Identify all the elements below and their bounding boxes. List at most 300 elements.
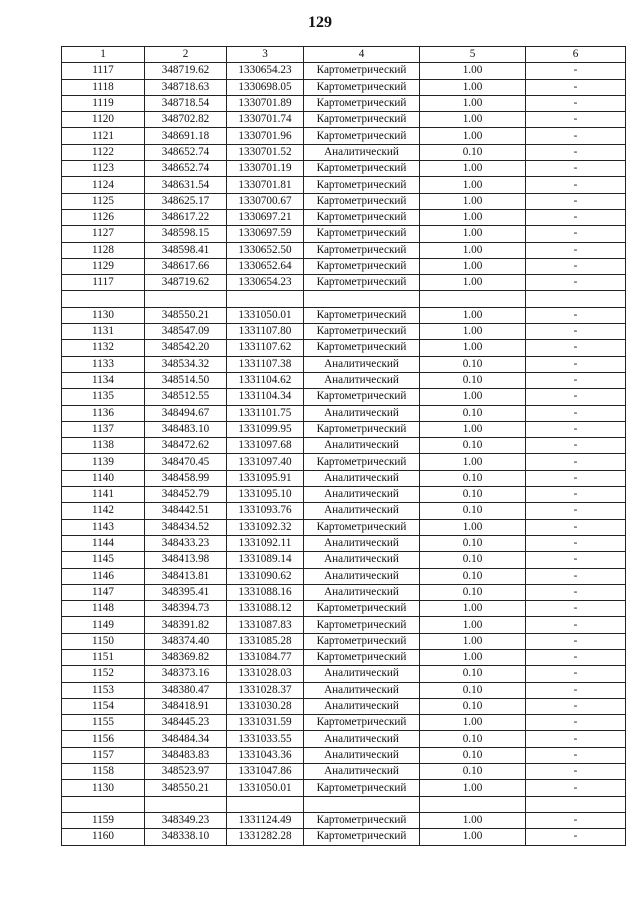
table-cell: Аналитический	[304, 144, 420, 160]
table-cell: Картометрический	[304, 601, 420, 617]
table-cell: 1130	[62, 780, 145, 796]
table-cell: 1.00	[420, 454, 526, 470]
table-cell: 0.10	[420, 666, 526, 682]
table-cell: 348512.55	[145, 389, 227, 405]
table-cell: Картометрический	[304, 79, 420, 95]
table-cell: 1331084.77	[227, 649, 304, 665]
table-cell: Аналитический	[304, 568, 420, 584]
table-cell: -	[526, 633, 626, 649]
table-cell: Картометрический	[304, 193, 420, 209]
table-row	[62, 731, 626, 747]
table-cell: 348550.21	[145, 307, 227, 323]
table-cell: 1330697.21	[227, 209, 304, 225]
page-number: 129	[308, 14, 332, 31]
coordinates-table	[61, 46, 626, 846]
table-row	[62, 454, 626, 470]
table-cell: 1128	[62, 242, 145, 258]
table-row	[62, 470, 626, 486]
table-cell: Картометрический	[304, 454, 420, 470]
table-cell: 1331089.14	[227, 552, 304, 568]
table-cell: 1330701.96	[227, 128, 304, 144]
table-cell: 1143	[62, 519, 145, 535]
table-row	[62, 95, 626, 111]
table-cell: 1330652.50	[227, 242, 304, 258]
table-cell	[145, 291, 227, 307]
table-cell: 348542.20	[145, 340, 227, 356]
table-row	[62, 177, 626, 193]
table-row	[62, 764, 626, 780]
table-cell	[420, 291, 526, 307]
table-cell: Картометрический	[304, 389, 420, 405]
table-cell: Аналитический	[304, 747, 420, 763]
table-cell: 1331085.28	[227, 633, 304, 649]
table-cell: 1331101.75	[227, 405, 304, 421]
table-cell: -	[526, 258, 626, 274]
table-cell: 348598.41	[145, 242, 227, 258]
header-cell: 5	[420, 47, 526, 63]
table-cell: 1331107.38	[227, 356, 304, 372]
table-cell: 0.10	[420, 487, 526, 503]
table-cell: -	[526, 812, 626, 828]
table-cell: Аналитический	[304, 487, 420, 503]
table-row	[62, 698, 626, 714]
table-cell: 348652.74	[145, 161, 227, 177]
table-cell: Картометрический	[304, 421, 420, 437]
table-cell: 1331093.76	[227, 503, 304, 519]
table-cell: 1125	[62, 193, 145, 209]
table-cell: 1.00	[420, 95, 526, 111]
table-cell: 1155	[62, 715, 145, 731]
table-cell: -	[526, 340, 626, 356]
header-cell: 2	[145, 47, 227, 63]
table-cell: 1331030.28	[227, 698, 304, 714]
table-cell: -	[526, 535, 626, 551]
table-cell: Аналитический	[304, 764, 420, 780]
table-cell: Картометрический	[304, 633, 420, 649]
table-row	[62, 601, 626, 617]
table-cell: 348691.18	[145, 128, 227, 144]
table-cell: 1142	[62, 503, 145, 519]
header-cell: 4	[304, 47, 420, 63]
table-row	[62, 405, 626, 421]
table-cell: -	[526, 470, 626, 486]
table-row	[62, 307, 626, 323]
table-cell: 1136	[62, 405, 145, 421]
table-row	[62, 242, 626, 258]
table-cell: 1120	[62, 112, 145, 128]
table-cell: -	[526, 731, 626, 747]
table-cell: 1119	[62, 95, 145, 111]
table-cell: -	[526, 487, 626, 503]
table-cell: 0.10	[420, 764, 526, 780]
table-cell: 1158	[62, 764, 145, 780]
table-cell: 348470.45	[145, 454, 227, 470]
table-row	[62, 193, 626, 209]
table-cell: Аналитический	[304, 535, 420, 551]
table-cell: 1148	[62, 601, 145, 617]
table-cell: -	[526, 324, 626, 340]
table-cell: 348458.99	[145, 470, 227, 486]
table-cell: 1331095.91	[227, 470, 304, 486]
table-cell: -	[526, 177, 626, 193]
table-row	[62, 487, 626, 503]
table-row	[62, 144, 626, 160]
table-cell: 1.00	[420, 601, 526, 617]
table-cell: 1.00	[420, 519, 526, 535]
table-cell: 0.10	[420, 470, 526, 486]
table-cell: 1130	[62, 307, 145, 323]
table-cell: Аналитический	[304, 682, 420, 698]
table-row	[62, 372, 626, 388]
table-cell: -	[526, 438, 626, 454]
table-cell: 348550.21	[145, 780, 227, 796]
table-cell: Аналитический	[304, 503, 420, 519]
table-cell: 1330697.59	[227, 226, 304, 242]
table-cell: 1139	[62, 454, 145, 470]
table-cell: Аналитический	[304, 731, 420, 747]
table-cell: 1330701.74	[227, 112, 304, 128]
table-cell: 1131	[62, 324, 145, 340]
table-cell: 1331124.49	[227, 812, 304, 828]
table-cell: 348413.81	[145, 568, 227, 584]
table-cell: Картометрический	[304, 95, 420, 111]
table-cell: 0.10	[420, 698, 526, 714]
table-cell: 1134	[62, 372, 145, 388]
table-cell: 1331092.11	[227, 535, 304, 551]
table-cell: -	[526, 552, 626, 568]
table-cell: 348442.51	[145, 503, 227, 519]
table-cell: 0.10	[420, 568, 526, 584]
table-cell: 1145	[62, 552, 145, 568]
table-cell: 1154	[62, 698, 145, 714]
table-cell: -	[526, 617, 626, 633]
table-row	[62, 682, 626, 698]
table-cell: 1160	[62, 829, 145, 845]
table-cell: 1331088.12	[227, 601, 304, 617]
table-cell: 0.10	[420, 535, 526, 551]
table-cell: 1331107.80	[227, 324, 304, 340]
table-cell: 1331087.83	[227, 617, 304, 633]
table-cell: -	[526, 682, 626, 698]
table-row	[62, 324, 626, 340]
table-cell: 1.00	[420, 307, 526, 323]
table-cell: 1117	[62, 63, 145, 79]
table-cell: 348433.23	[145, 535, 227, 551]
table-cell: -	[526, 356, 626, 372]
table-cell: 1.00	[420, 161, 526, 177]
table-cell: Аналитический	[304, 698, 420, 714]
table-cell: Картометрический	[304, 519, 420, 535]
table-cell: Картометрический	[304, 63, 420, 79]
table-cell: -	[526, 519, 626, 535]
table-cell: 1152	[62, 666, 145, 682]
table-row	[62, 209, 626, 225]
table-cell: Картометрический	[304, 812, 420, 828]
table-cell: 1124	[62, 177, 145, 193]
table-cell: -	[526, 666, 626, 682]
table-cell: 348625.17	[145, 193, 227, 209]
table-row	[62, 535, 626, 551]
table-row	[62, 161, 626, 177]
table-cell: -	[526, 226, 626, 242]
table-cell: -	[526, 193, 626, 209]
table-cell: 348547.09	[145, 324, 227, 340]
table-cell: 1.00	[420, 324, 526, 340]
table-cell: 1331107.62	[227, 340, 304, 356]
table-row	[62, 258, 626, 274]
table-cell: 1.00	[420, 112, 526, 128]
table-cell: 1331088.16	[227, 584, 304, 600]
table-cell: 1133	[62, 356, 145, 372]
table-cell: -	[526, 764, 626, 780]
table-cell: 1.00	[420, 812, 526, 828]
table-cell: Аналитический	[304, 356, 420, 372]
table-cell: 348418.91	[145, 698, 227, 714]
table-cell: 348369.82	[145, 649, 227, 665]
table-cell	[62, 796, 145, 812]
table-cell: -	[526, 829, 626, 845]
table-cell: Картометрический	[304, 112, 420, 128]
table-cell: Картометрический	[304, 307, 420, 323]
table-cell: 1135	[62, 389, 145, 405]
table-cell: 1147	[62, 584, 145, 600]
table-cell: 1330654.23	[227, 63, 304, 79]
table-cell: 348631.54	[145, 177, 227, 193]
table-cell: 1330700.67	[227, 193, 304, 209]
table-cell	[526, 796, 626, 812]
table-cell: 1129	[62, 258, 145, 274]
table-cell: Картометрический	[304, 226, 420, 242]
table-cell: 1118	[62, 79, 145, 95]
table-cell	[62, 291, 145, 307]
table-cell: 1127	[62, 226, 145, 242]
table-cell: -	[526, 649, 626, 665]
table-cell: 1.00	[420, 715, 526, 731]
table-cell: 1140	[62, 470, 145, 486]
table-cell: -	[526, 112, 626, 128]
table-cell: Картометрический	[304, 340, 420, 356]
table-cell: 348483.10	[145, 421, 227, 437]
table-cell: 348349.23	[145, 812, 227, 828]
table-cell: 348452.79	[145, 487, 227, 503]
table-row	[62, 796, 626, 812]
table-cell: 1331031.59	[227, 715, 304, 731]
table-cell: 1146	[62, 568, 145, 584]
table-cell: 348395.41	[145, 584, 227, 600]
table-cell: 0.10	[420, 405, 526, 421]
table-cell: 1123	[62, 161, 145, 177]
table-cell: 0.10	[420, 503, 526, 519]
table-cell: 1159	[62, 812, 145, 828]
table-cell: -	[526, 405, 626, 421]
table-cell: Картометрический	[304, 829, 420, 845]
table-cell: 1331104.62	[227, 372, 304, 388]
table-cell: 1138	[62, 438, 145, 454]
table-cell: 1144	[62, 535, 145, 551]
table-cell: 1149	[62, 617, 145, 633]
table-cell: Картометрический	[304, 177, 420, 193]
table-cell: 1330698.05	[227, 79, 304, 95]
table-cell: Картометрический	[304, 161, 420, 177]
table-cell	[420, 796, 526, 812]
table-cell: Картометрический	[304, 780, 420, 796]
table-cell: 1331050.01	[227, 307, 304, 323]
table-row	[62, 128, 626, 144]
table-cell: -	[526, 372, 626, 388]
table-row	[62, 552, 626, 568]
table-cell: 1331047.86	[227, 764, 304, 780]
table-cell: -	[526, 95, 626, 111]
table-cell: Аналитический	[304, 470, 420, 486]
table-cell: Аналитический	[304, 666, 420, 682]
table-cell: 1331104.34	[227, 389, 304, 405]
table-cell: 1.00	[420, 780, 526, 796]
table-cell: 1.00	[420, 649, 526, 665]
table-cell: Картометрический	[304, 715, 420, 731]
table-cell: Картометрический	[304, 128, 420, 144]
table-cell: 1331092.32	[227, 519, 304, 535]
table-row	[62, 812, 626, 828]
table-header-row	[62, 47, 626, 63]
table-cell: Аналитический	[304, 584, 420, 600]
table-cell: -	[526, 421, 626, 437]
table-cell: 348514.50	[145, 372, 227, 388]
table-cell: 1122	[62, 144, 145, 160]
table-cell: -	[526, 747, 626, 763]
table-cell: 348534.32	[145, 356, 227, 372]
table-cell: 348598.15	[145, 226, 227, 242]
table-row	[62, 649, 626, 665]
table-cell	[227, 291, 304, 307]
table-cell: 1.00	[420, 128, 526, 144]
table-row	[62, 356, 626, 372]
table-cell: 1330654.23	[227, 275, 304, 291]
table-row	[62, 389, 626, 405]
table-cell: 1330701.19	[227, 161, 304, 177]
table-cell: Картометрический	[304, 649, 420, 665]
table-cell: 1330701.81	[227, 177, 304, 193]
table-cell: 0.10	[420, 747, 526, 763]
table-cell: 1331099.95	[227, 421, 304, 437]
table-cell: 348719.62	[145, 63, 227, 79]
table-row	[62, 275, 626, 291]
table-cell: -	[526, 63, 626, 79]
table-cell: 1141	[62, 487, 145, 503]
table-cell: 1330701.89	[227, 95, 304, 111]
table-cell: -	[526, 715, 626, 731]
table-cell: 1331050.01	[227, 780, 304, 796]
table-cell: 1.00	[420, 389, 526, 405]
table-cell: 1.00	[420, 79, 526, 95]
table-row	[62, 780, 626, 796]
table-row	[62, 633, 626, 649]
table-cell: 1117	[62, 275, 145, 291]
table-cell: 0.10	[420, 552, 526, 568]
table-cell: Картометрический	[304, 275, 420, 291]
table-cell: 0.10	[420, 438, 526, 454]
table-cell: -	[526, 79, 626, 95]
table-row	[62, 438, 626, 454]
table-cell: Картометрический	[304, 617, 420, 633]
table-cell: 348719.62	[145, 275, 227, 291]
table-cell	[227, 796, 304, 812]
table-cell: -	[526, 242, 626, 258]
table-cell: 0.10	[420, 144, 526, 160]
table-cell: 348434.52	[145, 519, 227, 535]
table-cell: -	[526, 780, 626, 796]
header-cell: 3	[227, 47, 304, 63]
table-cell: 348718.63	[145, 79, 227, 95]
table-cell: Картометрический	[304, 209, 420, 225]
table-cell	[145, 796, 227, 812]
table-cell: 348484.34	[145, 731, 227, 747]
table-cell: 0.10	[420, 584, 526, 600]
table-cell: -	[526, 568, 626, 584]
table-row	[62, 421, 626, 437]
table-cell: Картометрический	[304, 242, 420, 258]
table-row	[62, 666, 626, 682]
table-cell: 1331095.10	[227, 487, 304, 503]
table-cell: 0.10	[420, 731, 526, 747]
table-row	[62, 617, 626, 633]
table-cell: 1331043.36	[227, 747, 304, 763]
table-row	[62, 503, 626, 519]
table-cell: 348652.74	[145, 144, 227, 160]
table-cell: 348718.54	[145, 95, 227, 111]
table-cell: 1331033.55	[227, 731, 304, 747]
table-cell: 1331028.03	[227, 666, 304, 682]
header-cell: 1	[62, 47, 145, 63]
table-cell: 1121	[62, 128, 145, 144]
table-cell: 1330652.64	[227, 258, 304, 274]
table-cell: -	[526, 161, 626, 177]
table-cell: Картометрический	[304, 324, 420, 340]
table-cell: 1.00	[420, 421, 526, 437]
table-cell: 1.00	[420, 340, 526, 356]
table-row	[62, 63, 626, 79]
table-cell: 1.00	[420, 829, 526, 845]
table-cell: 0.10	[420, 682, 526, 698]
table-cell: Аналитический	[304, 438, 420, 454]
table-cell: -	[526, 698, 626, 714]
table-cell: 348617.22	[145, 209, 227, 225]
table-cell: 1331097.68	[227, 438, 304, 454]
table-cell: 348380.47	[145, 682, 227, 698]
table-cell: 348394.73	[145, 601, 227, 617]
table-cell: 1.00	[420, 63, 526, 79]
table-cell: 1.00	[420, 177, 526, 193]
table-cell: 348413.98	[145, 552, 227, 568]
table-cell: -	[526, 128, 626, 144]
table-cell: 348617.66	[145, 258, 227, 274]
table-cell: Аналитический	[304, 405, 420, 421]
table-row	[62, 226, 626, 242]
table-cell: 348702.82	[145, 112, 227, 128]
table-cell	[304, 796, 420, 812]
table-cell: 1151	[62, 649, 145, 665]
table-row	[62, 112, 626, 128]
table-row	[62, 79, 626, 95]
table-cell: 1331282.28	[227, 829, 304, 845]
table-cell	[304, 291, 420, 307]
table-cell: 1.00	[420, 209, 526, 225]
table-cell: -	[526, 275, 626, 291]
table-row	[62, 291, 626, 307]
table-cell: 1331097.40	[227, 454, 304, 470]
table-cell: 348338.10	[145, 829, 227, 845]
table-cell: 348391.82	[145, 617, 227, 633]
table-cell: -	[526, 601, 626, 617]
